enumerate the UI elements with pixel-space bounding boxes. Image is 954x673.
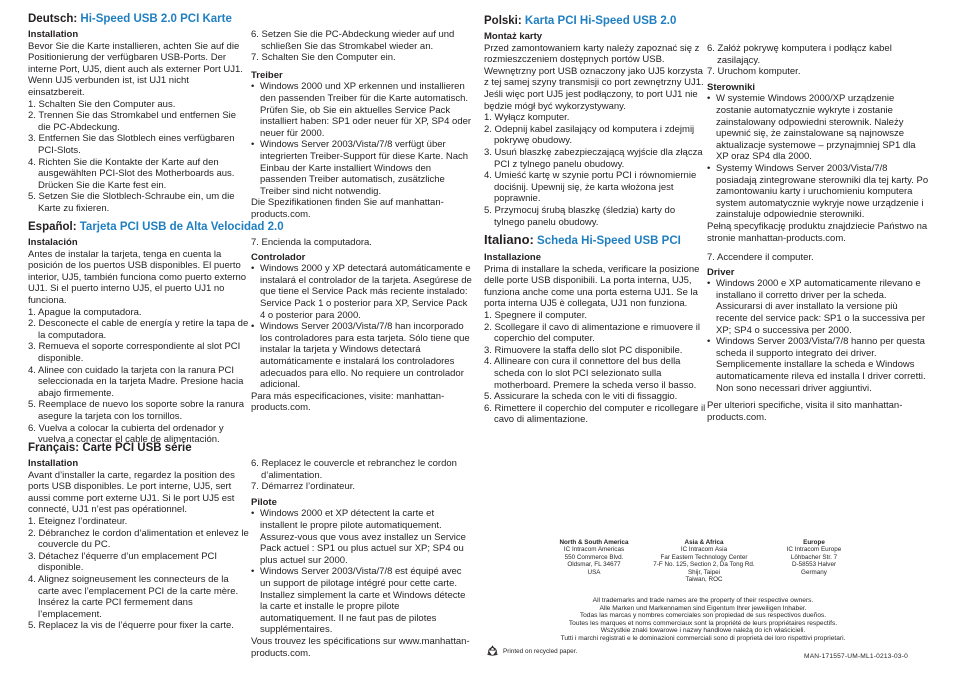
document-code: MAN-171557-UM-ML1-0213-03-0 bbox=[804, 653, 908, 660]
list-item: 7. Accendere il computer. bbox=[707, 252, 814, 263]
list-item: • Windows Server 2003/Vista/7/8 han incorporado los controladores para esta tarjeta. Sólo tiene que instalar la tarjeta y Windows detectará automáticamente e instalará los controladores adecuados para ello. No requiere un controlador adicional. bbox=[251, 321, 473, 391]
espanol-specs: Para más especificaciones, visite: manhattan-products.com. bbox=[251, 390, 445, 414]
list-item: 4. Allineare con cura il connettore del bus della scheda con lo slot PCI selezionato sulla motherboard. Premere la scheda verso il basso. bbox=[484, 356, 697, 391]
office-europe bbox=[772, 539, 856, 576]
list-item: • Windows 2000 y XP detectará automáticamente e instalará el controlador de la tarjeta. Asegúrese de que tiene el Service Pack más reciente instalado: Service Pack 1 o posterior para XP, Service Pack 4 o posterior para 2000. bbox=[251, 263, 473, 321]
list-item: 2. Trennen Sie das Stromkabel und entfernen Sie die PC-Abdeckung. bbox=[28, 110, 237, 133]
list-item: 4. Richten Sie die Kontakte der Karte auf den ausgewählten PCI-Slot des Motherboards aus. Drücken Sie die Karte fest ein. bbox=[28, 156, 235, 191]
list-item: • Windows 2000 und XP erkennen und installieren den passenden Treiber für die Karte automatisch. Prüfen Sie, ob Sie ein aktuelles Service Pack installiert haben: SP1 oder neuer für XP, SP4 oder neuer für 2000. bbox=[251, 81, 473, 139]
deutsch-right-column bbox=[251, 29, 473, 221]
italiano-install-text: Prima di installare la scheda, verificare la posizione delle porte USB disponibili. La porta interna, UJ5, funziona anche come una porta esterna UJ1. Se la porta interna UJ5 è collegata, UJ1 non funziona. bbox=[484, 263, 700, 310]
francais-lang-label: Français: bbox=[28, 442, 80, 454]
list-item: 2. Desconecte el cable de energía y retire la tapa de la computadora. bbox=[28, 318, 249, 341]
list-item: 1. Schalten Sie den Computer aus. bbox=[28, 98, 176, 110]
office-line: IC Intracom Asia bbox=[680, 546, 728, 554]
list-item: 7. Démarrez l’ordinateur. bbox=[251, 481, 356, 493]
polski-install-text: Przed zamontowaniem karty należy zapoznać się z rozmieszczeniem dostępnych portów USB. Wewnętrzny port USB oznaczony jako UJ5 korzysta z tej samej szyny transmisji co port zewnętrzny UJ1. Jeśli więc port UJ5 jest podłączony, to port UJ1 nie będzie mógł być wykorzystywany. bbox=[484, 42, 704, 112]
list-item: 6. Setzen Sie die PC-Abdeckung wieder auf und schließen Sie das Stromkabel wieder an. bbox=[251, 29, 455, 52]
list-item: • Windows Server 2003/Vista/7/8 hanno per questa scheda il supporto integrato dei driver. Semplicemente installare la scheda e Windows automaticamente rileva ed installa I driver corretti. Non sono necessari driver aggiuntivi. bbox=[707, 336, 929, 394]
espanol-right-column bbox=[251, 237, 473, 414]
deutsch-install-text: Bevor Sie die Karte installieren, achten Sie auf die Positionierung der verfügbaren USB-Ports. Der interne Port, UJ5, dient auch als externer Port UJ1. Wenn UJ5 verbunden ist, ist UJ1 nicht einsatzbereit. bbox=[28, 40, 243, 98]
office-line: Far Eastern Technology Center bbox=[660, 553, 748, 561]
list-item: 3. Entfernen Sie das Slotblech eines verfügbaren PCI-Slots. bbox=[28, 133, 235, 156]
francais-driver-list bbox=[251, 508, 473, 636]
office-line: 550 Commerce Blvd. bbox=[564, 553, 624, 561]
francais-driver-heading: Pilote bbox=[251, 496, 277, 508]
list-item: 6. Załóż pokrywę komputera i podłącz kabel zasilający. bbox=[707, 43, 892, 66]
list-item: 6. Rimettere il coperchio del computer e ricollegare il cavo di alimentazione. bbox=[484, 402, 706, 426]
list-item: 6. Vuelva a colocar la cubierta del ordenador y vuelva a conectar el cable de alimentación. bbox=[28, 422, 224, 446]
deutsch-left-column bbox=[28, 29, 248, 215]
italiano-title bbox=[484, 233, 924, 248]
polski-right-column bbox=[707, 43, 929, 244]
espanol-product-title: Tarjeta PCI USB de Alta Velocidad 2.0 bbox=[79, 221, 284, 233]
office-line: USA bbox=[587, 568, 601, 576]
polski-driver-heading: Sterowniki bbox=[707, 81, 756, 93]
office-line: Germany bbox=[801, 568, 827, 576]
polski-steps bbox=[484, 112, 704, 228]
list-item: • W systemie Windows 2000/XP urządzenie zostanie automatycznie wykryte i zostanie zainstalowany odpowiedni sterownik. Należy upewnić się, że zainstalowane są najnowsze aktualizacje systemowe – przynajmniej SP1 dla XP oraz SP4 dla 2000. bbox=[707, 93, 929, 163]
recycled-text: Printed on recycled paper. bbox=[503, 648, 578, 655]
office-region: North & South America bbox=[559, 539, 629, 546]
list-item: 1. Apague la computadora. bbox=[28, 306, 142, 318]
list-item: 7. Uruchom komputer. bbox=[707, 66, 801, 78]
office-line: Taiwan, ROC bbox=[685, 576, 723, 584]
espanol-left-column bbox=[28, 237, 250, 446]
espanol-title bbox=[28, 220, 468, 234]
list-item: 4. Alinee con cuidado la tarjeta con la ranura PCI seleccionada en la tarjeta Madre. Presione hacia abajo firmemente. bbox=[28, 364, 244, 399]
office-region: Europe bbox=[803, 539, 825, 546]
francais-left-column bbox=[28, 458, 250, 632]
office-line: Shijr, Taipei bbox=[687, 568, 721, 576]
list-item: 3. Remueva el soporte correspondiente al slot PCI disponible. bbox=[28, 341, 241, 364]
italiano-steps-cont bbox=[707, 252, 929, 264]
polski-product-title: Karta PCI Hi-Speed USB 2.0 bbox=[524, 15, 677, 27]
espanol-lang-label: Español: bbox=[28, 221, 77, 233]
office-asia bbox=[643, 539, 765, 583]
polski-specs: Pełną specyfikację produktu znajdziecie Państwo na stronie manhattan-products.com. bbox=[707, 220, 928, 244]
trademark-line: Alle Marken und Markennamen sind Eigentum Ihrer jeweiligen Inhaber. bbox=[599, 604, 807, 612]
office-line: IC Intracom Americas bbox=[563, 546, 625, 554]
deutsch-driver-list bbox=[251, 81, 473, 197]
francais-install-heading: Installation bbox=[28, 458, 79, 469]
polski-left-column bbox=[484, 31, 704, 228]
office-line: D-58553 Halver bbox=[791, 561, 837, 569]
list-item: • Systemy Windows Server 2003/Vista/7/8 posiadają zintegrowane sterowniki dla tej karty. Po zamontowaniu karty i uruchomieniu komputera system automatycznie wykryje nowe urządzenie i zainstaluje odpowiednie sterowniki. bbox=[707, 163, 929, 221]
list-item: 1. Wyłącz komputer. bbox=[484, 112, 570, 124]
trademark-notice bbox=[540, 597, 866, 643]
deutsch-steps bbox=[28, 99, 248, 215]
list-item: 4. Alignez soigneusement les connecteurs de la carte avec l’emplacement PCI de la carte mère. Insérez la carte PCI fermement dans l’emplacement. bbox=[28, 573, 239, 620]
espanol-install-text: Antes de instalar la tarjeta, tenga en cuenta la posición de los puertos USB disponibles. El puerto interior, UJ5, también funciona como puerto externo UJ1. Si el puerto interno UJ5, el puerto UJ1 no funciona. bbox=[28, 248, 247, 306]
deutsch-title bbox=[28, 12, 468, 26]
office-line: IC Intracom Europe bbox=[786, 546, 842, 554]
list-item: • Windows Server 2003/Vista/7/8 est équipé avec un support de pilotage intégré pour cette carte. Installez simplement la carte et Windows détecte la carte et installe le propre pilote automatiquement. Il ne faut pas de pilotes supplémentaires. bbox=[251, 566, 473, 636]
list-item: 2. Odepnij kabel zasilający od komputera i zdejmij pokrywę obudowy. bbox=[484, 123, 695, 147]
list-item: 3. Usuń blaszkę zabezpieczającą wyjście dla złącza PCI z tylnego panelu obudowy. bbox=[484, 146, 703, 170]
polski-install-heading: Montaż karty bbox=[484, 31, 543, 42]
espanol-driver-heading: Controlador bbox=[251, 251, 306, 263]
italiano-driver-heading: Driver bbox=[707, 266, 735, 278]
list-item: 7. Schalten Sie den Computer ein. bbox=[251, 52, 396, 64]
list-item: 5. Replacez la vis de l’équerre pour fixer la carte. bbox=[28, 620, 234, 632]
francais-right-column bbox=[251, 458, 473, 659]
list-item: • Windows 2000 et XP détectent la carte et installent le propre pilote automatiquement. Assurez-vous que vous avez installez un Service Pack actuel : SP1 ou plus actuel sur XP; SP4 ou plus actuel sur 2000. bbox=[251, 508, 473, 566]
trademark-line: Tutti i marchi registrati e le dominazioni commerciali sono di proprietà dei loro rispettivi proprietari. bbox=[560, 634, 846, 642]
italiano-left-column bbox=[484, 252, 706, 426]
francais-title bbox=[28, 441, 468, 455]
italiano-steps bbox=[484, 310, 706, 426]
list-item: 2. Débranchez le cordon d’alimentation et enlevez le couvercle du PC. bbox=[28, 527, 249, 551]
office-line: Oldsmar, FL 34677 bbox=[567, 561, 621, 569]
list-item: 7. Encienda la computadora. bbox=[251, 237, 372, 248]
espanol-steps bbox=[28, 307, 250, 446]
deutsch-install-heading: Installation bbox=[28, 29, 79, 40]
polski-driver-list bbox=[707, 93, 929, 221]
polski-lang-label: Polski: bbox=[484, 15, 522, 27]
office-line: Löhbacher Str. 7 bbox=[790, 553, 838, 561]
italiano-product-title: Scheda Hi-Speed USB PCI bbox=[537, 235, 681, 247]
polski-title bbox=[484, 14, 924, 28]
espanol-steps-cont bbox=[251, 237, 473, 249]
list-item: 5. Przymocuj śrubą blaszkę (śledzia) karty do tylnego panelu obudowy. bbox=[484, 204, 676, 228]
francais-product-title: Carte PCI USB série bbox=[82, 442, 192, 454]
list-item: 5. Assicurare la scheda con le viti di fissaggio. bbox=[484, 391, 678, 403]
trademark-line: Wszystkie znaki towarowe i nazwy handlowe należą do ich właścicieli. bbox=[600, 627, 806, 635]
italiano-lang-label: Italiano: bbox=[484, 232, 534, 247]
espanol-driver-list bbox=[251, 263, 473, 391]
deutsch-specs: Die Spezifikationen finden Sie auf manhattan-products.com. bbox=[251, 197, 444, 220]
trademark-line: All trademarks and trade names are the property of their respective owners. bbox=[592, 597, 814, 604]
deutsch-lang-label: Deutsch: bbox=[28, 13, 78, 25]
polski-steps-cont bbox=[707, 43, 929, 78]
francais-steps-cont bbox=[251, 458, 473, 493]
italiano-right-column bbox=[707, 252, 929, 423]
trademark-line: Toutes les marques et noms commerciaux sont la propriété de leurs propriétaires respectifs. bbox=[568, 619, 838, 627]
list-item: • Windows 2000 e XP automaticamente rilevano e installano il corretto driver per la scheda. Assicurarsi di aver installato la versione più recente del service pack: SP1 o la successiva per XP; SP4 o successiva per 2000. bbox=[707, 278, 929, 336]
deutsch-product-title: Hi-Speed USB 2.0 PCI Karte bbox=[80, 13, 232, 25]
list-item: 5. Setzen Sie die Slotblech-Schraube ein, um die Karte zu fixieren. bbox=[28, 191, 235, 214]
list-item: 3. Rimuovere la staffa dello slot PC disponibile. bbox=[484, 344, 683, 356]
francais-steps bbox=[28, 516, 250, 632]
deutsch-driver-heading: Treiber bbox=[251, 69, 283, 81]
list-item: • Windows Server 2003/Vista/7/8 verfügt über integrierten Treiber-Support für diese Karte. Nach Einbau der Karte installiert Windows den passenden Treiber automatisch, zusätzliche Treiber sind nicht notwendig. bbox=[251, 139, 473, 197]
francais-specs: Vous trouvez les spécifications sur www.manhattan-products.com. bbox=[251, 635, 470, 659]
office-line: 7-F No. 125, Section 2, Da Tong Rd. bbox=[653, 561, 755, 569]
list-item: 3. Détachez l’équerre d’un emplacement PCI disponible. bbox=[28, 550, 218, 574]
deutsch-steps-cont bbox=[251, 29, 473, 64]
list-item: 5. Reemplace de nuevo los soporte sobre la ranura asegure la tarjeta con los tornillos. bbox=[28, 399, 244, 422]
office-americas bbox=[548, 539, 640, 576]
list-item: 4. Umieść kartę w szynie portu PCI i równomiernie dociśnij. Upewnij się, że karta włożona jest poprawnie. bbox=[484, 170, 697, 205]
trademark-line: Todas las marcas y nombres comerciales son propiedad de sus respectivos dueños. bbox=[579, 612, 827, 620]
recycled-note bbox=[487, 645, 577, 658]
espanol-install-heading: Instalación bbox=[28, 237, 78, 248]
list-item: 1. Spegnere il computer. bbox=[484, 309, 587, 321]
italiano-driver-list bbox=[707, 278, 929, 394]
francais-install-text: Avant d’installer la carte, regardez la position des ports USB disponibles. Le port interne, UJ5, sert aussi comme port externe UJ1. Si le port UJ5 est connecté, UJ1 n’est pas opérationnel. bbox=[28, 469, 235, 516]
list-item: 6. Replacez le couvercle et rebranchez le cordon d’alimentation. bbox=[251, 458, 457, 481]
office-region: Asia & Africa bbox=[684, 539, 724, 546]
italiano-install-heading: Installazione bbox=[484, 252, 542, 263]
italiano-specs: Per ulteriori specifiche, visita il sito manhattan-products.com. bbox=[707, 400, 903, 423]
list-item: 1. Eteignez l’ordinateur. bbox=[28, 515, 128, 527]
recycle-icon bbox=[487, 645, 498, 658]
list-item: 2. Scollegare il cavo di alimentazione e rimuovere il coperchio del computer. bbox=[484, 321, 700, 345]
